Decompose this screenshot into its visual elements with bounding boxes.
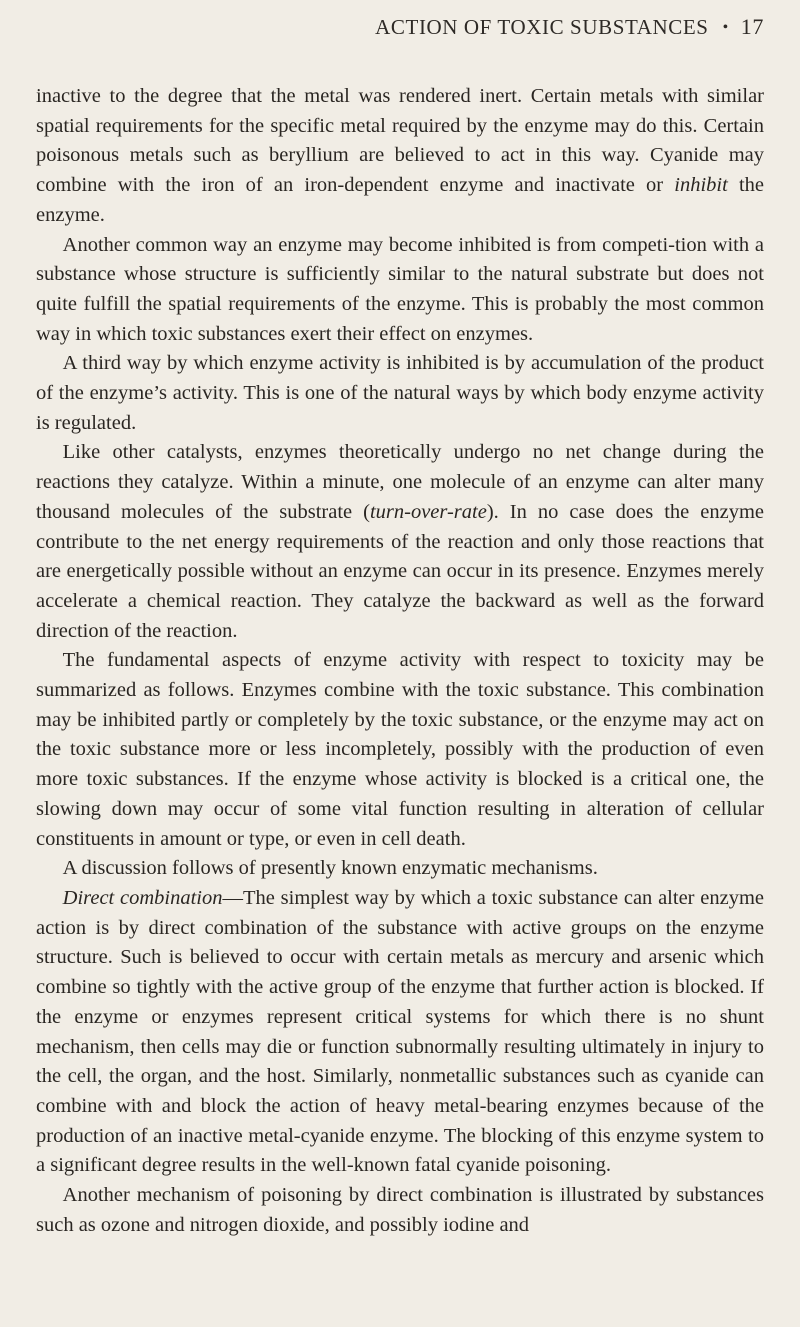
section-heading-direct-combination: Direct combination bbox=[62, 886, 223, 909]
paragraph-4 bbox=[36, 438, 764, 646]
paragraph-5: The fundamental aspects of enzyme activity with respect to toxicity may be summarized as follows. Enzymes combine with the toxic substance. This combination may be inhibited partly or completely by the toxic substance, or the enzyme may act on the toxic substance more or less incompletely, possibly with the production of even more toxic substances. If the enzyme whose activity is blocked is a critical one, the slowing down may occur of some vital function resulting in alteration of cellular constituents in amount or type, or even in cell death. bbox=[36, 649, 764, 850]
header-separator: • bbox=[722, 19, 729, 36]
paragraph-1-text-b: the enzyme. bbox=[36, 174, 764, 226]
chapter-title: ACTION OF TOXIC SUBSTANCES bbox=[375, 15, 709, 39]
paragraph-4-text-a: Like other catalysts, enzymes theoretically undergo no net change during the reactions they catalyze. Within a minute, one molecule of an enzyme can alter many thousand molecules of the substrate ( bbox=[36, 441, 764, 523]
paragraph-1-text-a: inactive to the degree that the metal was rendered inert. Certain metals with similar spatial requirements for the specific metal required by the enzyme may do this. Certain poisonous metals such as beryllium are believed to act in this way. Cyanide may combine with the iron of an iron-dependent enzyme and inactivate or bbox=[36, 85, 764, 197]
paragraph-2: Another common way an enzyme may become inhibited is from competi-tion with a substance whose structure is sufficiently similar to the natural substrate but does not quite fulfill the spatial requirements of the enzyme. This is probably the most common way in which toxic substances exert their effect on enzymes. bbox=[36, 233, 764, 345]
paragraph-7 bbox=[36, 884, 764, 1181]
paragraph-8: Another mechanism of poisoning by direct combination is illustrated by substances such as ozone and nitrogen dioxide, and possibly iodine and bbox=[36, 1184, 764, 1236]
body-text bbox=[36, 82, 764, 1240]
paragraph-1 bbox=[36, 82, 764, 231]
page-number: 17 bbox=[740, 14, 764, 39]
paragraph-3: A third way by which enzyme activity is inhibited is by accumulation of the product of the enzyme’s activity. This is one of the natural ways by which body enzyme activity is regulated. bbox=[36, 352, 764, 434]
paragraph-6: A discussion follows of presently known enzymatic mechanisms. bbox=[62, 857, 598, 880]
paragraph-7-text: —The simplest way by which a toxic substance can alter enzyme action is by direct combination of the substance with active groups on the enzyme structure. Such is believed to occur with certain metals as mercury and arsenic which combine so tightly with the active group of the enzyme that further action is blocked. If the enzyme or enzymes represent critical systems for which there is no shunt mechanism, then cells may die or function subnormally resulting ultimately in injury to the cell, the organ, and the host. Similarly, nonmetallic substances such as cyanide can combine with and block the action of heavy metal-bearing enzymes because of the production of an inactive metal-cyanide enzyme. The blocking of this enzyme system to a significant degree results in the well-known fatal cyanide poisoning. bbox=[36, 886, 764, 1177]
paragraph-1-emphasis: inhibit bbox=[674, 174, 728, 197]
paragraph-4-emphasis: turn-over-rate bbox=[369, 500, 487, 523]
paragraph-4-text-b: ). In no case does the enzyme contribute to the net energy requirements of the reaction and only those reactions that are energetically possible without an enzyme can occur in its presence. Enzymes merely accelerate a chemical reaction. They catalyze the backward as well as the forward direction of the reaction. bbox=[36, 500, 764, 642]
running-head bbox=[0, 14, 764, 40]
